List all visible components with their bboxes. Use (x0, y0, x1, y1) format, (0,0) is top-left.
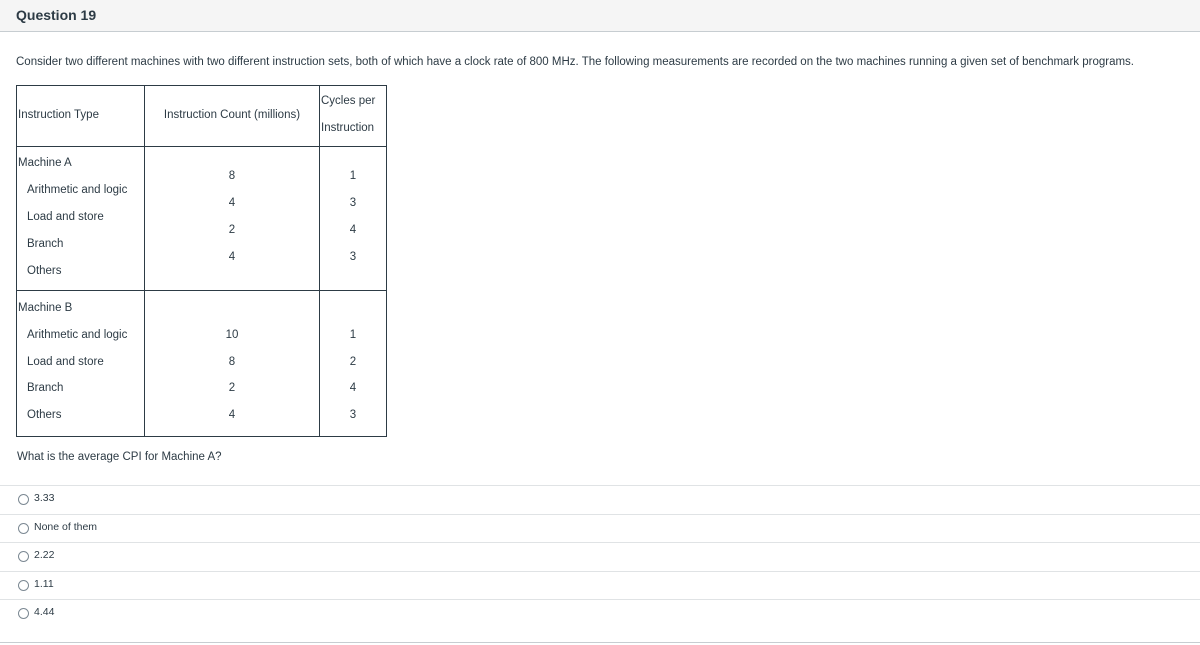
machine-a-label: Machine A (18, 157, 72, 169)
question-ask: What is the average CPI for Machine A? (17, 451, 222, 463)
question-prompt: Consider two different machines with two different instruction sets, both of which have a clock rate of 800 MHz. The following measurements are recorded on the two machines running a given set of benchmark programs. (16, 56, 1134, 68)
answer-option-label: 2.22 (34, 549, 55, 561)
answer-option-label: 1.11 (34, 578, 54, 590)
answer-option[interactable] (0, 542, 1200, 571)
machine-a-count: 8 (228, 170, 236, 182)
machine-b-type: Arithmetic and logic (27, 329, 128, 341)
answer-option[interactable] (0, 485, 1200, 514)
header-instruction-count: Instruction Count (millions) (163, 109, 301, 121)
header-cpi-line1: Cycles per (321, 95, 376, 107)
answer-option-label: 4.44 (34, 606, 55, 618)
radio-button-icon[interactable] (18, 551, 29, 562)
answer-option[interactable] (0, 599, 1200, 628)
machine-b-type: Others (27, 409, 62, 421)
answer-option[interactable] (0, 571, 1200, 600)
question-title: Question 19 (16, 7, 97, 23)
radio-button-icon[interactable] (18, 494, 29, 505)
answer-option[interactable] (0, 514, 1200, 543)
divider (0, 642, 1200, 643)
machine-a-count: 2 (228, 224, 236, 236)
radio-button-icon[interactable] (18, 580, 29, 591)
machine-a-cpi: 3 (349, 197, 357, 209)
machine-b-label: Machine B (18, 302, 73, 314)
machine-a-cpi: 3 (349, 251, 357, 263)
machine-a-type: Others (27, 265, 62, 277)
machine-b-count: 2 (228, 382, 236, 394)
machine-b-cpi: 4 (349, 382, 357, 394)
machine-b-cpi: 1 (349, 329, 357, 341)
machine-a-group (17, 147, 387, 291)
machine-a-count: 4 (228, 197, 236, 209)
machine-b-cpi: 3 (349, 409, 357, 421)
machine-a-cpi: 4 (349, 224, 357, 236)
machine-a-type: Load and store (27, 211, 104, 223)
machine-a-type: Arithmetic and logic (27, 184, 128, 196)
question-header (0, 0, 1200, 32)
machine-a-type: Branch (27, 238, 64, 250)
table-header-row (17, 86, 387, 147)
answer-option-label: 3.33 (34, 492, 55, 504)
machine-a-count: 4 (228, 251, 236, 263)
header-cpi-line2: Instruction (321, 122, 375, 134)
header-instruction-type: Instruction Type (18, 109, 99, 121)
radio-button-icon[interactable] (18, 523, 29, 534)
machine-b-type: Load and store (27, 356, 104, 368)
machine-b-type: Branch (27, 382, 64, 394)
answer-option-label: None of them (34, 521, 98, 533)
machine-a-cpi: 1 (349, 170, 357, 182)
machine-b-count: 8 (228, 356, 236, 368)
machine-b-group (17, 291, 387, 437)
machine-b-count: 4 (228, 409, 236, 421)
radio-button-icon[interactable] (18, 608, 29, 619)
machine-b-cpi: 2 (349, 356, 357, 368)
measurements-table (16, 85, 387, 437)
machine-b-count: 10 (225, 329, 239, 341)
